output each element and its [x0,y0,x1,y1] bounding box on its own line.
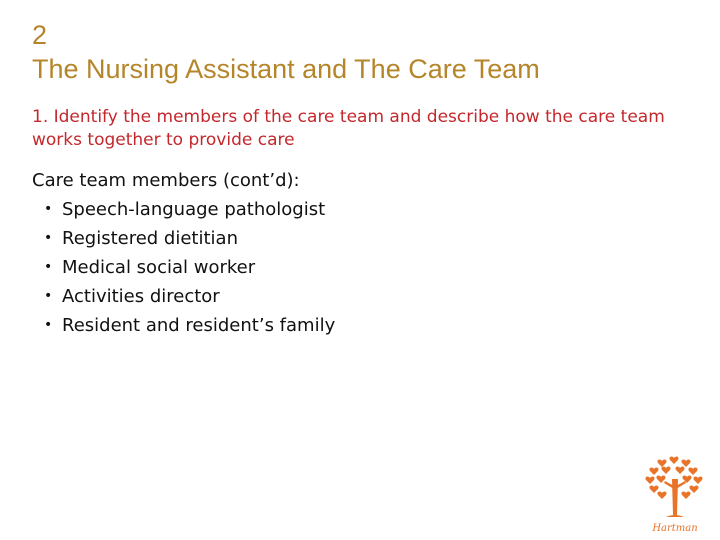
chapter-number: 2 [32,20,48,50]
hartman-logo [640,455,710,535]
logo-wordmark: Hartman [652,523,698,534]
chapter-title: The Nursing Assistant and The Care Team [32,54,540,84]
list-item-text: Speech-language pathologist [62,199,326,220]
list-item [32,195,652,224]
bullet-icon: • [44,317,53,333]
list-item [32,253,652,282]
bullet-icon: • [44,259,53,275]
list-item [32,311,652,340]
content-block [32,166,652,340]
bullet-icon: • [44,288,53,304]
list-item [32,282,652,311]
list-item-text: Medical social worker [62,257,256,278]
learning-objective: 1. Identify the members of the care team and describe how the care team works together to provide care [32,107,665,150]
care-team-list [32,195,652,340]
bullet-icon: • [44,230,53,246]
list-item-text: Resident and resident’s family [62,315,336,336]
list-heading: Care team members (cont’d): [32,170,300,191]
list-item-text: Registered dietitian [62,228,238,249]
list-item [32,224,652,253]
bullet-icon: • [44,201,53,217]
list-item-text: Activities director [62,286,220,307]
slide-title [32,18,692,86]
heart-tree-icon [640,455,710,535]
